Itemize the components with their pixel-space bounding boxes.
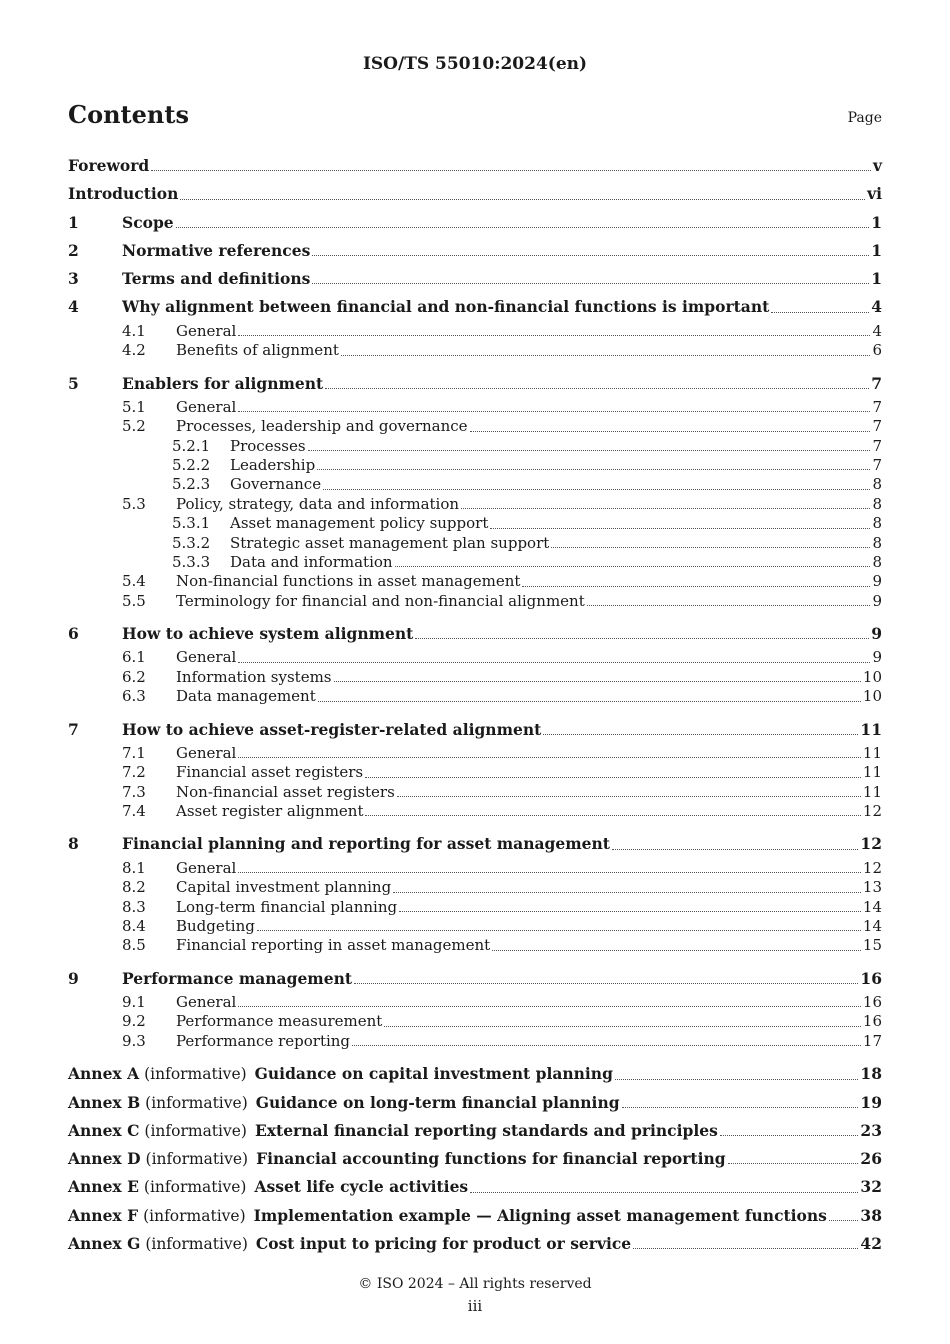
page-number: iii xyxy=(467,1297,483,1315)
toc-entry-page: 7 xyxy=(871,373,882,393)
dot-leader xyxy=(325,387,869,389)
toc-entry-title: General xyxy=(176,743,237,762)
dot-leader xyxy=(461,507,870,509)
dot-leader xyxy=(771,311,869,313)
toc-entry-title: Benefits of alignment xyxy=(176,341,339,360)
dot-leader xyxy=(365,776,861,778)
annex-label: Annex D xyxy=(68,1149,141,1169)
toc-entry-page: 6 xyxy=(872,341,882,360)
toc-entry-number: 5.2.1 xyxy=(172,436,211,455)
toc-entry-number: 9.3 xyxy=(122,1031,146,1050)
dot-leader xyxy=(238,334,870,336)
dot-leader xyxy=(318,700,861,702)
toc-entry-page: 10 xyxy=(862,667,882,686)
dot-leader xyxy=(238,756,861,758)
annex-title: Cost input to pricing for product or service xyxy=(255,1233,632,1253)
toc-entry-page: 8 xyxy=(872,533,882,552)
toc-annex-entry[interactable] xyxy=(68,1060,882,1088)
toc-entry-number: 4 xyxy=(68,297,79,317)
toc-entry-number: 5.2.3 xyxy=(172,475,211,494)
toc-entry-number: 8.1 xyxy=(122,858,146,877)
toc-entry[interactable] xyxy=(68,417,882,436)
dot-leader xyxy=(470,1191,858,1193)
toc-entry-title: Performance reporting xyxy=(176,1031,351,1050)
toc-entry-number: 5 xyxy=(68,373,79,393)
toc-entry-title: Information systems xyxy=(176,667,332,686)
toc-entry-title xyxy=(68,1202,827,1230)
toc-entry-number: 5.5 xyxy=(122,591,146,610)
toc-entry-page: 9 xyxy=(872,648,882,667)
annex-type: (informative) xyxy=(143,1178,247,1197)
toc-entry-page: 32 xyxy=(860,1177,882,1197)
toc-entry-number: 7.2 xyxy=(122,763,146,782)
toc-entry[interactable] xyxy=(68,514,882,533)
toc-entry[interactable] xyxy=(68,878,882,897)
annex-label: Annex A xyxy=(68,1064,140,1084)
dot-leader xyxy=(257,929,861,931)
toc-entry-title: Leadership xyxy=(230,456,316,475)
toc-entry-page: 13 xyxy=(862,878,882,897)
toc-entry-page: 4 xyxy=(871,297,882,317)
dot-leader xyxy=(492,949,861,951)
toc-entry-title: General xyxy=(176,397,237,416)
toc-entry-number: 7.3 xyxy=(122,782,146,801)
toc-entry-number: 8.3 xyxy=(122,897,146,916)
annex-type: (informative) xyxy=(145,1093,248,1112)
toc-entry[interactable] xyxy=(68,475,882,494)
toc-entry-title: Non-financial asset registers xyxy=(176,782,395,801)
toc-entry[interactable] xyxy=(68,1012,882,1031)
toc-entry[interactable] xyxy=(68,152,882,180)
document-id-header: ISO/TS 55010:2024(en) xyxy=(362,54,588,74)
toc-entry-title: Data management xyxy=(176,687,316,706)
toc-entry-title: Asset management policy support xyxy=(230,514,489,533)
toc-entry-page: 1 xyxy=(871,269,882,289)
toc-annex-entry[interactable] xyxy=(68,1230,882,1258)
toc-entry[interactable] xyxy=(68,209,882,237)
annex-label: Annex C xyxy=(68,1120,140,1140)
annex-type: (informative) xyxy=(145,1150,249,1169)
toc-entry-number: 5.3.1 xyxy=(172,514,211,533)
dot-leader xyxy=(180,198,865,200)
dot-leader xyxy=(323,488,870,490)
dot-leader xyxy=(352,1044,861,1046)
dot-leader xyxy=(395,565,871,567)
toc-entry-number: 9 xyxy=(68,968,79,988)
toc-entry[interactable] xyxy=(68,620,882,648)
toc-entry-number: 5.1 xyxy=(122,397,146,416)
dot-leader xyxy=(490,527,870,529)
dot-leader xyxy=(312,282,869,284)
toc-entry[interactable] xyxy=(68,553,882,572)
dot-leader xyxy=(551,546,870,548)
toc-entry[interactable] xyxy=(68,534,882,553)
dot-leader xyxy=(397,795,861,797)
toc-entry[interactable] xyxy=(68,398,882,417)
dot-leader xyxy=(633,1247,858,1249)
toc-entry-page: 1 xyxy=(871,212,882,232)
dot-leader xyxy=(522,585,870,587)
dot-leader xyxy=(238,871,861,873)
toc-entry-title: Financial reporting in asset management xyxy=(176,936,491,955)
toc-entry[interactable] xyxy=(68,237,882,265)
toc-entry-title: Financial planning and reporting for asset management xyxy=(122,834,610,854)
toc-entry[interactable] xyxy=(68,592,882,611)
toc-entry-page: 7 xyxy=(872,436,882,455)
annex-type: (informative) xyxy=(144,1065,247,1084)
toc-entry[interactable] xyxy=(68,437,882,456)
toc-entry-title: General xyxy=(176,993,237,1012)
toc-entry[interactable] xyxy=(68,744,882,763)
toc-entry-page: 11 xyxy=(862,782,882,801)
toc-entry-number: 4.1 xyxy=(122,321,146,340)
dot-leader xyxy=(238,661,870,663)
toc-entry-number: 4.2 xyxy=(122,341,146,360)
annex-title: External financial reporting standards and principles xyxy=(254,1120,718,1140)
toc-entry[interactable] xyxy=(68,687,882,706)
dot-leader xyxy=(317,468,870,470)
toc-entry-title: Normative references xyxy=(122,240,311,260)
toc-entry-title: Enablers for alignment xyxy=(122,373,324,393)
dot-leader xyxy=(415,637,869,639)
toc-entry[interactable] xyxy=(68,716,882,744)
dot-leader xyxy=(238,1005,861,1007)
annex-label: Annex B xyxy=(68,1092,141,1112)
toc-entry-number: 8 xyxy=(68,834,79,854)
toc-entry-number: 8.2 xyxy=(122,878,146,897)
toc-entry-title: Budgeting xyxy=(176,916,255,935)
toc-entry-page: 8 xyxy=(872,552,882,571)
toc-entry-number: 6 xyxy=(68,624,79,644)
toc-entry-title: Asset register alignment xyxy=(176,802,364,821)
toc-entry[interactable] xyxy=(68,572,882,591)
toc-entry-page: 15 xyxy=(862,936,882,955)
toc-entry-title: Long-term financial planning xyxy=(176,897,398,916)
toc-entry[interactable] xyxy=(68,495,882,514)
toc-entry-title: Terms and definitions xyxy=(122,269,311,289)
toc-entry[interactable] xyxy=(68,936,882,955)
toc-entry-number: 9.2 xyxy=(122,1012,146,1031)
toc-entry[interactable] xyxy=(68,341,882,360)
toc-entry-title: Governance xyxy=(230,475,322,494)
toc-entry-number: 8.5 xyxy=(122,936,146,955)
table-of-contents xyxy=(68,152,882,1258)
toc-entry-page: 14 xyxy=(862,916,882,935)
dot-leader xyxy=(393,891,861,893)
toc-entry-number: 1 xyxy=(68,212,79,232)
toc-entry[interactable] xyxy=(68,993,882,1012)
dot-leader xyxy=(615,1078,859,1080)
toc-entry-page: 14 xyxy=(862,897,882,916)
toc-entry[interactable] xyxy=(68,802,882,821)
toc-entry-page: 12 xyxy=(860,834,882,854)
annex-label: Annex G xyxy=(68,1233,141,1253)
toc-entry-page: 8 xyxy=(872,475,882,494)
dot-leader xyxy=(728,1162,859,1164)
toc-entry-title xyxy=(68,1145,726,1173)
toc-entry-page: 9 xyxy=(871,624,882,644)
toc-entry-number: 5.3.2 xyxy=(172,533,211,552)
toc-entry-title xyxy=(68,1117,718,1145)
toc-entry-page: 18 xyxy=(860,1064,882,1084)
dot-leader xyxy=(384,1025,861,1027)
toc-entry-page: 7 xyxy=(872,397,882,416)
annex-title: Guidance on capital investment planning xyxy=(254,1064,613,1084)
dot-leader xyxy=(622,1106,859,1108)
toc-entry-title: Why alignment between financial and non-financial functions is important xyxy=(122,297,770,317)
dot-leader xyxy=(829,1219,859,1221)
annex-title: Guidance on long-term financial planning xyxy=(255,1092,620,1112)
toc-entry-number: 7 xyxy=(68,719,79,739)
dot-leader xyxy=(587,604,871,606)
dot-leader xyxy=(365,814,860,816)
contents-title: Contents xyxy=(68,100,189,129)
toc-entry[interactable] xyxy=(68,370,882,398)
toc-entry-number: 6.1 xyxy=(122,648,146,667)
toc-entry-page: v xyxy=(872,156,882,175)
toc-entry[interactable] xyxy=(68,830,882,858)
annex-title: Implementation example — Aligning asset management functions xyxy=(253,1205,827,1225)
dot-leader xyxy=(470,430,871,432)
toc-entry-title: How to achieve asset-register-related alignment xyxy=(122,719,542,739)
toc-entry-page: 1 xyxy=(871,240,882,260)
toc-entry-number: 3 xyxy=(68,269,79,289)
toc-entry-title: Introduction xyxy=(68,184,179,204)
dot-leader xyxy=(341,354,871,356)
dot-leader xyxy=(543,733,858,735)
toc-entry[interactable] xyxy=(68,265,882,293)
toc-entry-number: 7.1 xyxy=(122,743,146,762)
toc-entry-page: 16 xyxy=(862,1012,882,1031)
toc-entry-number: 5.2.2 xyxy=(172,456,211,475)
toc-entry-number: 8.4 xyxy=(122,916,146,935)
annex-title: Asset life cycle activities xyxy=(254,1177,469,1197)
toc-entry-page: 38 xyxy=(860,1205,882,1225)
toc-entry-number: 9.1 xyxy=(122,993,146,1012)
toc-entry[interactable] xyxy=(68,898,882,917)
toc-annex-entry[interactable] xyxy=(68,1173,882,1201)
toc-entry-title: Performance measurement xyxy=(176,1012,383,1031)
toc-entry-title xyxy=(68,1173,468,1201)
toc-entry-title: Data and information xyxy=(230,552,393,571)
toc-entry-page: 23 xyxy=(860,1120,882,1140)
dot-leader xyxy=(399,910,861,912)
toc-entry[interactable] xyxy=(68,965,882,993)
dot-leader xyxy=(151,169,871,171)
toc-entry-title: Policy, strategy, data and information xyxy=(176,494,460,513)
toc-entry-title xyxy=(68,1060,613,1088)
toc-entry-title: Scope xyxy=(122,212,174,232)
toc-entry-title: General xyxy=(176,321,237,340)
annex-type: (informative) xyxy=(144,1121,247,1140)
toc-entry-title: Terminology for financial and non-financial alignment xyxy=(176,591,585,610)
annex-type: (informative) xyxy=(145,1234,248,1253)
toc-annex-entry[interactable] xyxy=(68,1089,882,1117)
toc-entry-page: 9 xyxy=(872,591,882,610)
toc-entry-title xyxy=(68,1230,631,1258)
toc-entry-page: 10 xyxy=(862,687,882,706)
toc-entry-title: Performance management xyxy=(122,968,352,988)
page-column-label: Page xyxy=(847,110,882,126)
dot-leader xyxy=(176,226,870,228)
toc-entry-page: 4 xyxy=(872,321,882,340)
toc-entry[interactable] xyxy=(68,917,882,936)
copyright-footer: © ISO 2024 – All rights reserved xyxy=(358,1276,592,1292)
toc-entry-page: 17 xyxy=(862,1031,882,1050)
dot-leader xyxy=(354,982,858,984)
toc-entry-title: General xyxy=(176,648,237,667)
toc-entry-page: 8 xyxy=(872,514,882,533)
toc-entry-page: 7 xyxy=(872,456,882,475)
toc-entry-page: 8 xyxy=(872,494,882,513)
toc-entry-number: 5.4 xyxy=(122,572,146,591)
toc-entry-title: Capital investment planning xyxy=(176,878,392,897)
toc-entry-page: 11 xyxy=(862,743,882,762)
toc-entry-page: 26 xyxy=(860,1149,882,1169)
toc-entry-title xyxy=(68,1089,620,1117)
toc-entry-title: Non-financial functions in asset management xyxy=(176,572,521,591)
toc-annex-entry[interactable] xyxy=(68,1117,882,1145)
toc-entry-page: 11 xyxy=(862,763,882,782)
annex-label: Annex F xyxy=(68,1205,139,1225)
toc-entry-page: 12 xyxy=(862,858,882,877)
toc-entry[interactable] xyxy=(68,668,882,687)
toc-entry-title: Strategic asset management plan support xyxy=(230,533,550,552)
toc-annex-entry[interactable] xyxy=(68,1202,882,1230)
toc-entry-number: 5.2 xyxy=(122,417,146,436)
toc-entry[interactable] xyxy=(68,293,882,321)
toc-entry-page: 12 xyxy=(862,802,882,821)
toc-entry-number: 5.3 xyxy=(122,494,146,513)
toc-entry-page: 7 xyxy=(872,417,882,436)
toc-entry[interactable] xyxy=(68,322,882,341)
toc-entry-number: 6.2 xyxy=(122,667,146,686)
toc-entry[interactable] xyxy=(68,859,882,878)
toc-entry-number: 5.3.3 xyxy=(172,552,211,571)
annex-label: Annex E xyxy=(68,1177,139,1197)
toc-entry-page: vi xyxy=(867,184,882,204)
toc-entry[interactable] xyxy=(68,456,882,475)
dot-leader xyxy=(308,449,871,451)
toc-entry-number: 7.4 xyxy=(122,802,146,821)
dot-leader xyxy=(720,1134,859,1136)
toc-entry-number: 2 xyxy=(68,240,79,260)
toc-entry-page: 42 xyxy=(860,1233,882,1253)
toc-entry-page: 9 xyxy=(872,572,882,591)
toc-entry-page: 16 xyxy=(862,993,882,1012)
toc-entry-page: 19 xyxy=(860,1092,882,1112)
annex-title: Financial accounting functions for financial reporting xyxy=(256,1149,726,1169)
toc-entry-title: Processes, leadership and governance xyxy=(176,417,468,436)
toc-entry[interactable] xyxy=(68,763,882,782)
toc-entry-title: Financial asset registers xyxy=(176,763,364,782)
annex-type: (informative) xyxy=(143,1206,246,1225)
toc-entry[interactable] xyxy=(68,783,882,802)
toc-entry-title: Processes xyxy=(230,436,306,455)
toc-entry-title: How to achieve system alignment xyxy=(122,624,414,644)
dot-leader xyxy=(334,680,861,682)
toc-entry[interactable] xyxy=(68,180,882,208)
toc-entry[interactable] xyxy=(68,648,882,667)
dot-leader xyxy=(238,410,870,412)
toc-entry-page: 11 xyxy=(860,719,882,739)
dot-leader xyxy=(612,848,858,850)
toc-entry-page: 16 xyxy=(860,968,882,988)
dot-leader xyxy=(312,254,869,256)
toc-entry[interactable] xyxy=(68,1032,882,1051)
toc-entry-title: General xyxy=(176,858,237,877)
toc-annex-entry[interactable] xyxy=(68,1145,882,1173)
toc-entry-number: 6.3 xyxy=(122,687,146,706)
toc-entry-title: Foreword xyxy=(68,156,150,175)
